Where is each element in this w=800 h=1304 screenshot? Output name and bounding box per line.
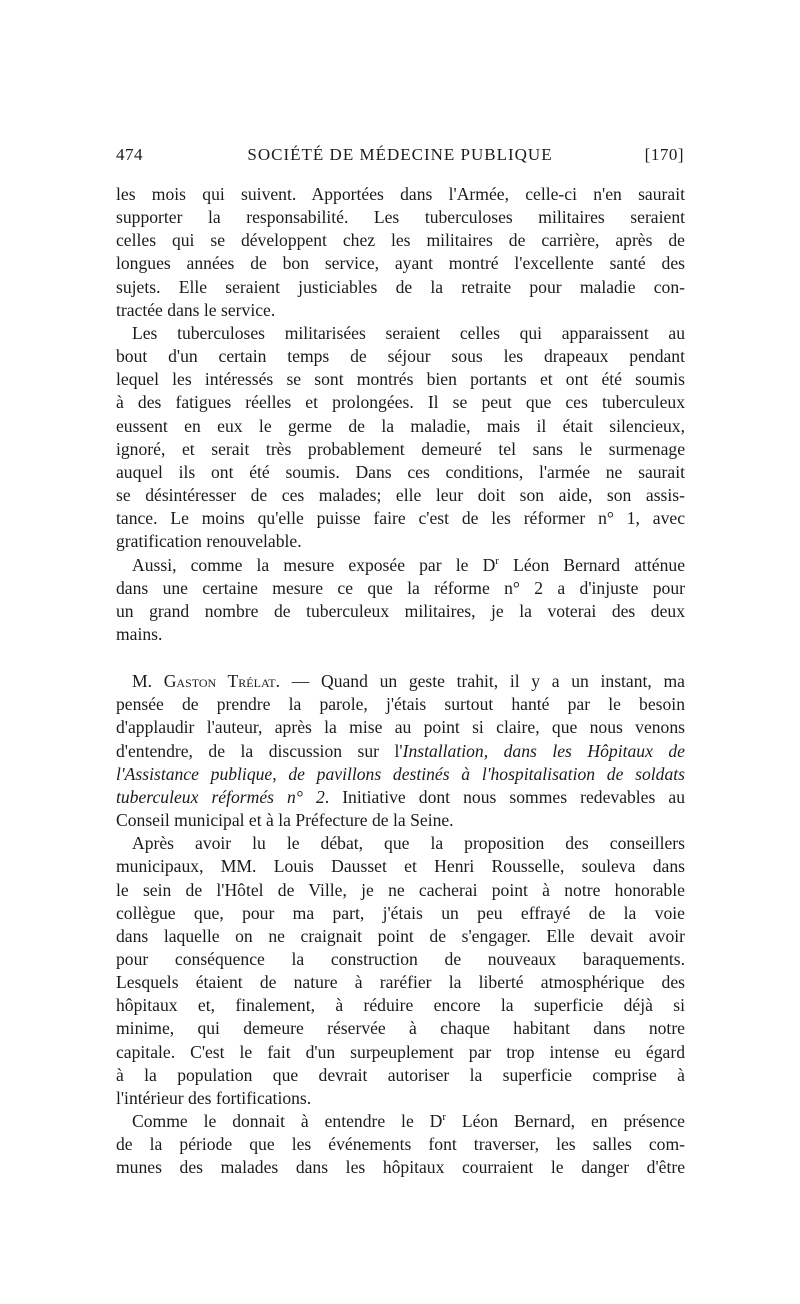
text-line: les mois qui suivent. Apportées dans l'Armée, celle-ci n'en saurait	[116, 184, 685, 204]
text-span: — Quand un geste trahit, il y a un instant, ma	[280, 671, 685, 692]
text-line: Après avoir lu le débat, que la proposition des conseillers	[132, 833, 685, 854]
text-line: capitale. C'est le fait d'un surpeuplement par trop intense eu égard	[116, 1041, 685, 1062]
text-line: longues années de bon service, ayant montré l'excellente santé des	[116, 253, 685, 274]
text-line: gratification renouvelable.	[116, 531, 302, 552]
running-title: SOCIÉTÉ DE MÉDECINE PUBLIQUE	[247, 145, 553, 164]
text-line	[116, 670, 685, 693]
text-line: Lesquels étaient de nature à raréfier la liberté atmosphérique des	[116, 972, 685, 993]
paragraph-5	[116, 832, 685, 1110]
text-line: eussent en eux le germe de la maladie, mais il était silencieux,	[116, 415, 685, 436]
italic-title: tuberculeux réformés n° 2	[116, 786, 325, 807]
superscript: r	[442, 1111, 447, 1124]
text-line: bout d'un certain temps de séjour sous les drapeaux pendant	[116, 346, 685, 367]
text-line: d'applaudir l'auteur, après la mise au point si claire, que nous venons	[116, 717, 685, 738]
text-line: de la période que les événements font traverser, les salles com-	[116, 1134, 685, 1155]
text-line: tance. Le moins qu'elle puisse faire c'est de les réformer n° 1, avec	[116, 508, 685, 529]
text-line: pour conséquence la construction de nouveaux baraquements.	[116, 949, 685, 969]
italic-title: Installation, dans les Hôpitaux de	[402, 740, 685, 761]
text-line: minime, qui demeure réservée à chaque habitant dans notre	[116, 1018, 685, 1039]
text-span: Léon Bernard, en présence	[446, 1111, 685, 1132]
text-line: l'intérieur des fortifications.	[116, 1087, 312, 1108]
text-line: dans laquelle on ne craignait point de s'engager. Elle devait avoir	[116, 925, 685, 946]
text-line	[116, 1110, 685, 1133]
text-span: Léon Bernard atténue	[498, 554, 686, 575]
speaker-name: M. Gaston Trélat.	[132, 671, 281, 692]
body-text	[116, 183, 685, 1180]
text-line: mains.	[116, 623, 163, 644]
text-line: Les tuberculoses militarisées seraient celles qui apparaissent au	[132, 322, 685, 343]
text-span: Comme le donnait à entendre le D	[132, 1111, 443, 1132]
text-line: un grand nombre de tuberculeux militaires, je la voterai des deux	[116, 600, 685, 621]
superscript: r	[495, 554, 499, 567]
text-line: à des fatigues réelles et prolongées. Il se peut que ces tuberculeux	[116, 392, 685, 413]
text-line: pensée de prendre la parole, j'étais surtout hanté par le besoin	[116, 694, 685, 715]
text-span: d'entendre, de la discussion sur l'	[116, 740, 403, 761]
text-line: dans une certaine mesure ce que la réforme n° 2 a d'injuste pour	[116, 577, 685, 598]
paragraph-1	[116, 183, 685, 322]
paragraph-2	[116, 322, 685, 554]
paragraph-3	[116, 554, 685, 647]
text-line: lequel les intéressés se sont montrés bien portants et ont été soumis	[116, 369, 685, 390]
paragraph-6	[116, 1110, 685, 1179]
bracket-reference: [170]	[644, 145, 684, 164]
text-line: celles qui se développent chez les militaires de carrière, après de	[116, 230, 685, 251]
text-line: hôpitaux et, finalement, à réduire encore la superficie déjà si	[116, 995, 685, 1016]
text-line: auquel ils ont été soumis. Dans ces conditions, l'armée ne saurait	[116, 461, 685, 482]
page-number: 474	[116, 145, 143, 164]
text-line: munes des malades dans les hôpitaux courraient le danger d'être	[116, 1157, 685, 1178]
text-line	[116, 786, 685, 809]
text-line: à la population que devrait autoriser la superficie comprise à	[116, 1064, 685, 1085]
text-span: Aussi, comme la mesure exposée par le D	[132, 554, 496, 575]
text-line: ignoré, et serait très probablement demeuré tel sans le surmenage	[116, 438, 685, 459]
text-line	[116, 763, 685, 786]
section-gap	[116, 646, 685, 670]
text-span: . Initiative dont nous sommes redevables au	[324, 786, 685, 807]
text-line: municipaux, MM. Louis Dausset et Henri Rousselle, souleva dans	[116, 856, 685, 877]
text-line	[116, 554, 685, 577]
text-line: supporter la responsabilité. Les tuberculoses militaires seraient	[116, 207, 685, 228]
text-line	[116, 740, 685, 763]
text-line: Conseil municipal et à la Préfecture de la Seine.	[116, 810, 454, 831]
paragraph-4	[116, 670, 685, 832]
text-line: se désintéresser de ces malades; elle leur doit son aide, son assis-	[116, 485, 685, 506]
text-line: tractée dans le service.	[116, 299, 276, 320]
page-header	[116, 145, 684, 169]
text-line: le sein de l'Hôtel de Ville, je ne cacherai point à notre honorable	[116, 879, 685, 900]
text-line: sujets. Elle seraient justiciables de la retraite pour maladie con-	[116, 276, 685, 297]
italic-title: l'Assistance publique, de pavillons destinés à l'hospitalisation de soldats	[116, 763, 685, 784]
text-line: collègue que, pour ma part, j'étais un peu effrayé de la voie	[116, 902, 685, 923]
